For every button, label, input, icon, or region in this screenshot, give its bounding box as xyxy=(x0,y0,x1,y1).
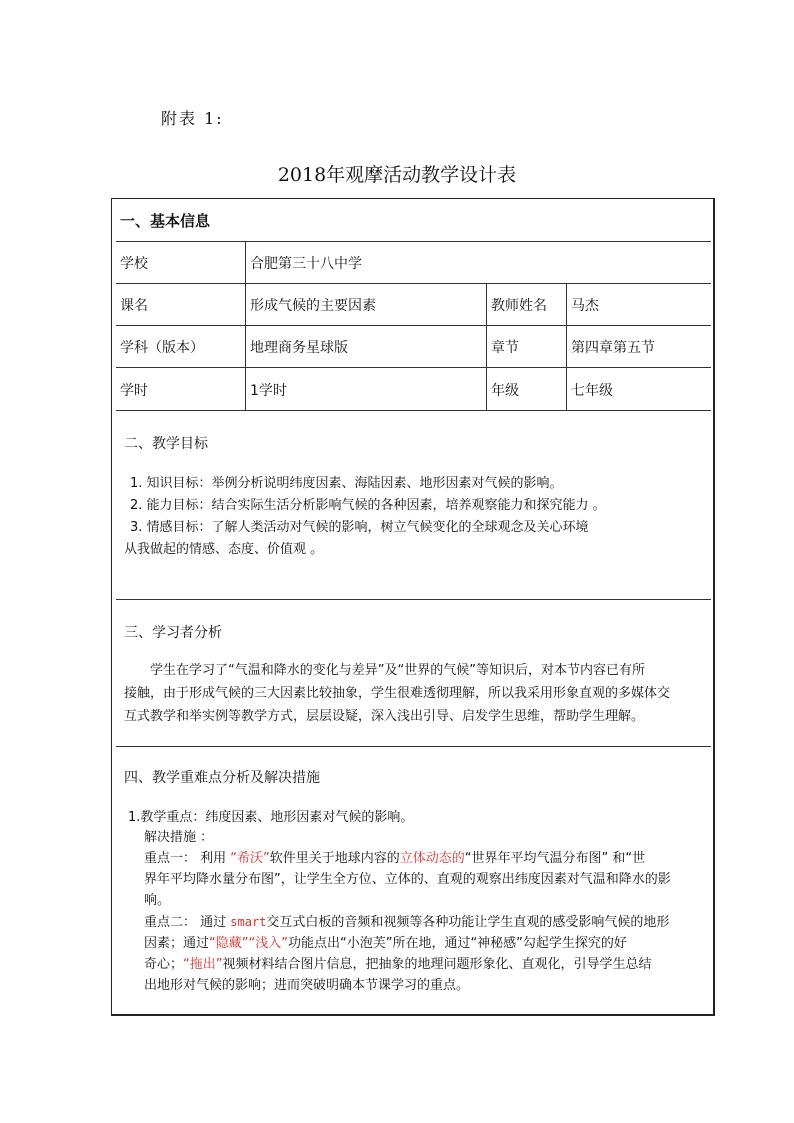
basic-info-header-row xyxy=(116,199,711,241)
keypoints-heading: 四、教学重难点分析及解决措施 xyxy=(124,770,320,786)
grade-label: 年级 xyxy=(486,368,566,411)
goal-item-3: 3. 情感目标：了解人类活动对气候的影响，树立气候变化的全球观念及关心环境 xyxy=(130,520,589,535)
teaching-focus: 1.教学重点：纬度因素、地形因素对气候的影响。 xyxy=(128,810,414,825)
focus-two-text-b: 因素；通过 xyxy=(144,936,210,951)
focus-two-text-c: 功能点出“小泡芙”所在地，通过“神秘感”勾起学生探究的好 xyxy=(287,936,627,951)
school-label: 学校 xyxy=(120,256,148,272)
measures-label: 解决措施 ： xyxy=(144,830,214,845)
xiwo-highlight: “希沃” xyxy=(230,851,270,866)
focus-one-text-b: “世界年平均气温分布图” 和“世 xyxy=(464,851,646,866)
school-row xyxy=(116,241,711,284)
basic-info-heading: 一、基本信息 xyxy=(120,211,211,230)
focus-two-line-4: 出地形对气候的影响；进而突破明确本节课学习的重点。 xyxy=(144,978,470,993)
teacher-value: 马杰 xyxy=(566,284,711,326)
course-row xyxy=(116,283,711,326)
hours-row xyxy=(116,367,711,411)
focus-two-prefix: 重点二： 通过 xyxy=(144,915,231,930)
keypoints-section xyxy=(116,746,711,1016)
focus-one-line-3: 响。 xyxy=(144,893,171,908)
subject-row xyxy=(116,325,711,368)
focus-two-text-d: 奇心； xyxy=(144,957,184,972)
focus-one-text-a: 软件里关于地球内容的 xyxy=(269,851,400,866)
focus-two-line-2 xyxy=(144,933,627,954)
goal-item-3-continued: 从我做起的情感、态度、价值观 。 xyxy=(124,542,324,557)
page-title: 2018年观摩活动教学设计表 xyxy=(277,164,517,186)
goals-heading: 二、教学目标 xyxy=(124,436,208,452)
chapter-value: 第四章第五节 xyxy=(566,326,711,368)
focus-one-line-2: 界年平均降水量分布图”，让学生全方位、立体的、直观的观察出纬度因素对气温和降水的影 xyxy=(144,872,671,887)
course-value: 形成气候的主要因素 xyxy=(245,284,486,326)
drag-out-highlight: “拖出” xyxy=(183,957,223,972)
goal-item-2: 2. 能力目标：结合实际生活分析影响气候的各种因素，培养观察能力和探究能力 。 xyxy=(130,498,606,513)
learner-heading: 三、学习者分析 xyxy=(124,625,222,641)
learner-line-3: 互式教学和举实例等教学方式，层层设疑，深入浅出引导、启发学生思维，帮助学生理解。 xyxy=(124,709,645,724)
focus-two-line-1 xyxy=(144,912,669,933)
subject-label: 学科（版本） xyxy=(120,340,204,356)
hide-reveal-highlight: “隐藏”“浅入” xyxy=(209,936,288,951)
focus-two-text-e: 视频材料结合图片信息，把抽象的地理问题形象化、直观化，引导学生总结 xyxy=(222,957,652,972)
school-value: 合肥第三十八中学 xyxy=(245,242,711,284)
course-label: 课名 xyxy=(120,298,148,314)
focus-two-text-a: 交互式白板的音频和视频等各种功能让学生直观的感受影响气候的地形 xyxy=(266,915,670,930)
subject-value: 地理商务星球版 xyxy=(245,326,486,368)
focus-two-line-3 xyxy=(144,954,652,975)
chapter-label: 章节 xyxy=(486,326,566,368)
learner-line-1: 学生在学习了“气温和降水的变化与差异”及“世界的气候”等知识后，对本节内容已有所 xyxy=(150,663,645,678)
grade-value: 七年级 xyxy=(566,368,711,411)
focus-one-prefix: 重点一： 利用 xyxy=(144,851,231,866)
design-table xyxy=(111,198,715,1016)
teacher-label: 教师姓名 xyxy=(486,284,566,326)
hours-label: 学时 xyxy=(120,382,148,399)
smart-highlight: smart xyxy=(230,915,267,929)
dynamic-highlight: 立体动态的 xyxy=(399,851,465,866)
annex-label: 附表 1: xyxy=(161,109,224,128)
learner-section xyxy=(116,599,711,747)
learner-line-2: 接触，由于形成气候的三大因素比较抽象，学生很难透彻理解，所以我采用形象直观的多媒体交 xyxy=(124,686,671,701)
goal-item-1: 1. 知识目标：举例分析说明纬度因素、海陆因素、地形因素对气候的影响。 xyxy=(130,476,563,491)
focus-one-line-1 xyxy=(144,848,645,869)
hours-value: 1学时 xyxy=(245,368,486,411)
goals-section xyxy=(116,410,711,600)
